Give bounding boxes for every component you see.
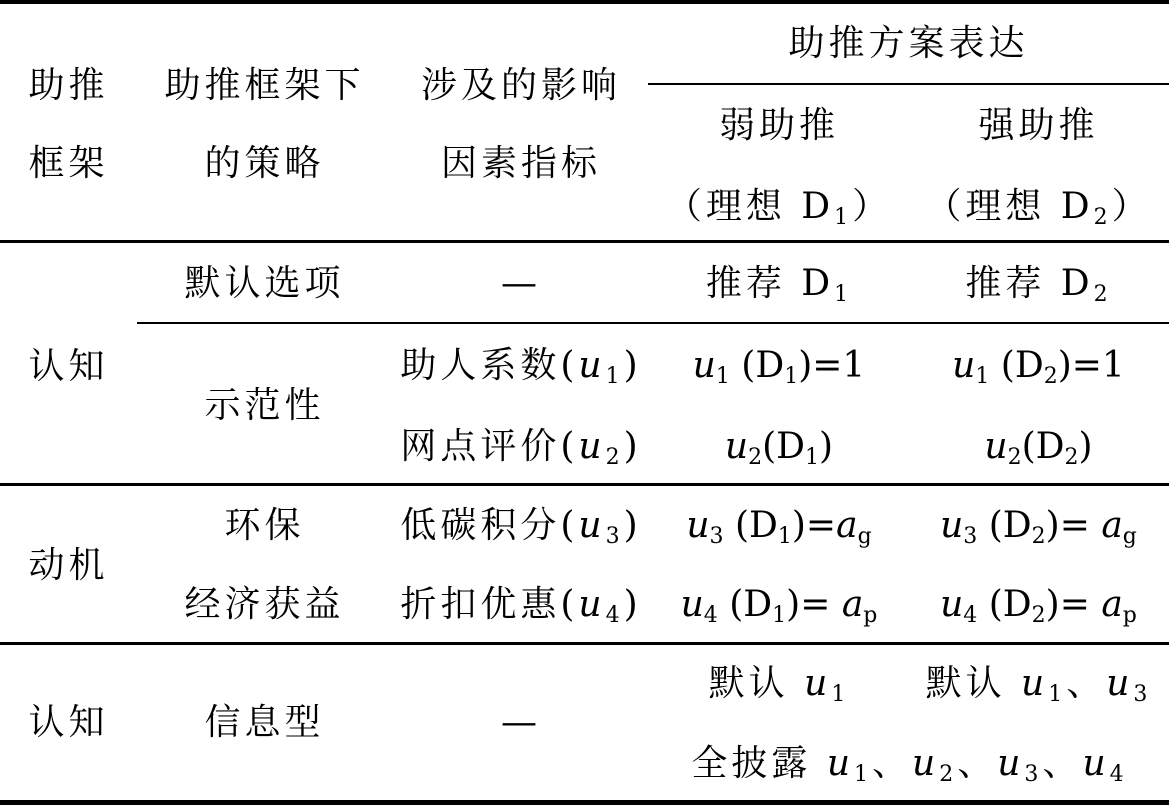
header-strong-nudge: 强助推	[978, 105, 1099, 146]
u1-weak-value: $u_1$ $(D_1)=1$	[692, 345, 866, 389]
info-strong-value: 默认 $u_1$、$u_3$	[925, 663, 1152, 707]
indicator-information: —	[501, 702, 541, 743]
header-rule	[0, 240, 1169, 243]
u2-strong-value: $u_2(D_2)$	[984, 426, 1093, 470]
indicator-u3: 低碳积分$(u_3)$	[400, 505, 642, 549]
header-strong-ideal: （理想 $D_2$）	[925, 186, 1152, 230]
header-framework-line1: 助推	[28, 65, 109, 106]
header-indicator-line2: 因素指标	[440, 143, 601, 184]
header-weak-nudge: 弱助推	[718, 105, 839, 146]
header-group-title: 助推方案表达	[788, 23, 1029, 64]
framework-cognitive-1: 认知	[28, 346, 109, 387]
indicator-default: —	[501, 263, 541, 304]
indicator-u4: 折扣优惠$(u_4)$	[400, 584, 642, 628]
framework-cognitive-2: 认知	[28, 702, 109, 743]
info-weak-value: 默认 $u_1$	[708, 663, 850, 707]
indicator-u2: 网点评价$(u_2)$	[400, 426, 642, 470]
group-rule	[648, 83, 1169, 85]
info-full-disclosure: 全披露 $u_1$、$u_2$、$u_3$、$u_4$	[691, 743, 1128, 787]
header-weak-ideal: （理想 $D_1$）	[665, 186, 893, 230]
u4-strong-value: $u_4$ $(D_2)= a_p$	[940, 584, 1137, 628]
u3-weak-value: $u_3$ $(D_1)=a_g$	[686, 505, 872, 549]
strategy-economic: 经济获益	[184, 584, 345, 625]
u4-weak-value: $u_4$ $(D_1)= a_p$	[680, 584, 878, 628]
header-strategy-line1: 助推框架下	[164, 65, 365, 106]
header-indicator-line1: 涉及的影响	[420, 65, 621, 106]
default-weak-value: 推荐 $D_1$	[705, 263, 853, 307]
strategy-default: 默认选项	[184, 263, 345, 304]
indicator-u1: 助人系数$(u_1)$	[400, 345, 642, 389]
group1-rule	[0, 483, 1169, 486]
group2-rule	[0, 642, 1169, 645]
strategy-environmental: 环保	[224, 505, 305, 546]
default-row-rule	[137, 322, 1169, 324]
default-strong-value: 推荐 $D_2$	[965, 263, 1112, 307]
u3-strong-value: $u_3$ $(D_2)= a_g$	[940, 505, 1137, 549]
top-rule	[0, 0, 1169, 4]
strategy-information: 信息型	[204, 702, 325, 743]
bottom-rule	[0, 800, 1169, 805]
u2-weak-value: $u_2(D_1)$	[724, 426, 834, 470]
header-framework-line2: 框架	[28, 143, 109, 184]
strategy-demonstration: 示范性	[204, 385, 325, 426]
u1-strong-value: $u_1$ $(D_2)=1$	[952, 345, 1125, 389]
header-strategy-line2: 的策略	[204, 143, 325, 184]
framework-motivation: 动机	[28, 545, 109, 586]
